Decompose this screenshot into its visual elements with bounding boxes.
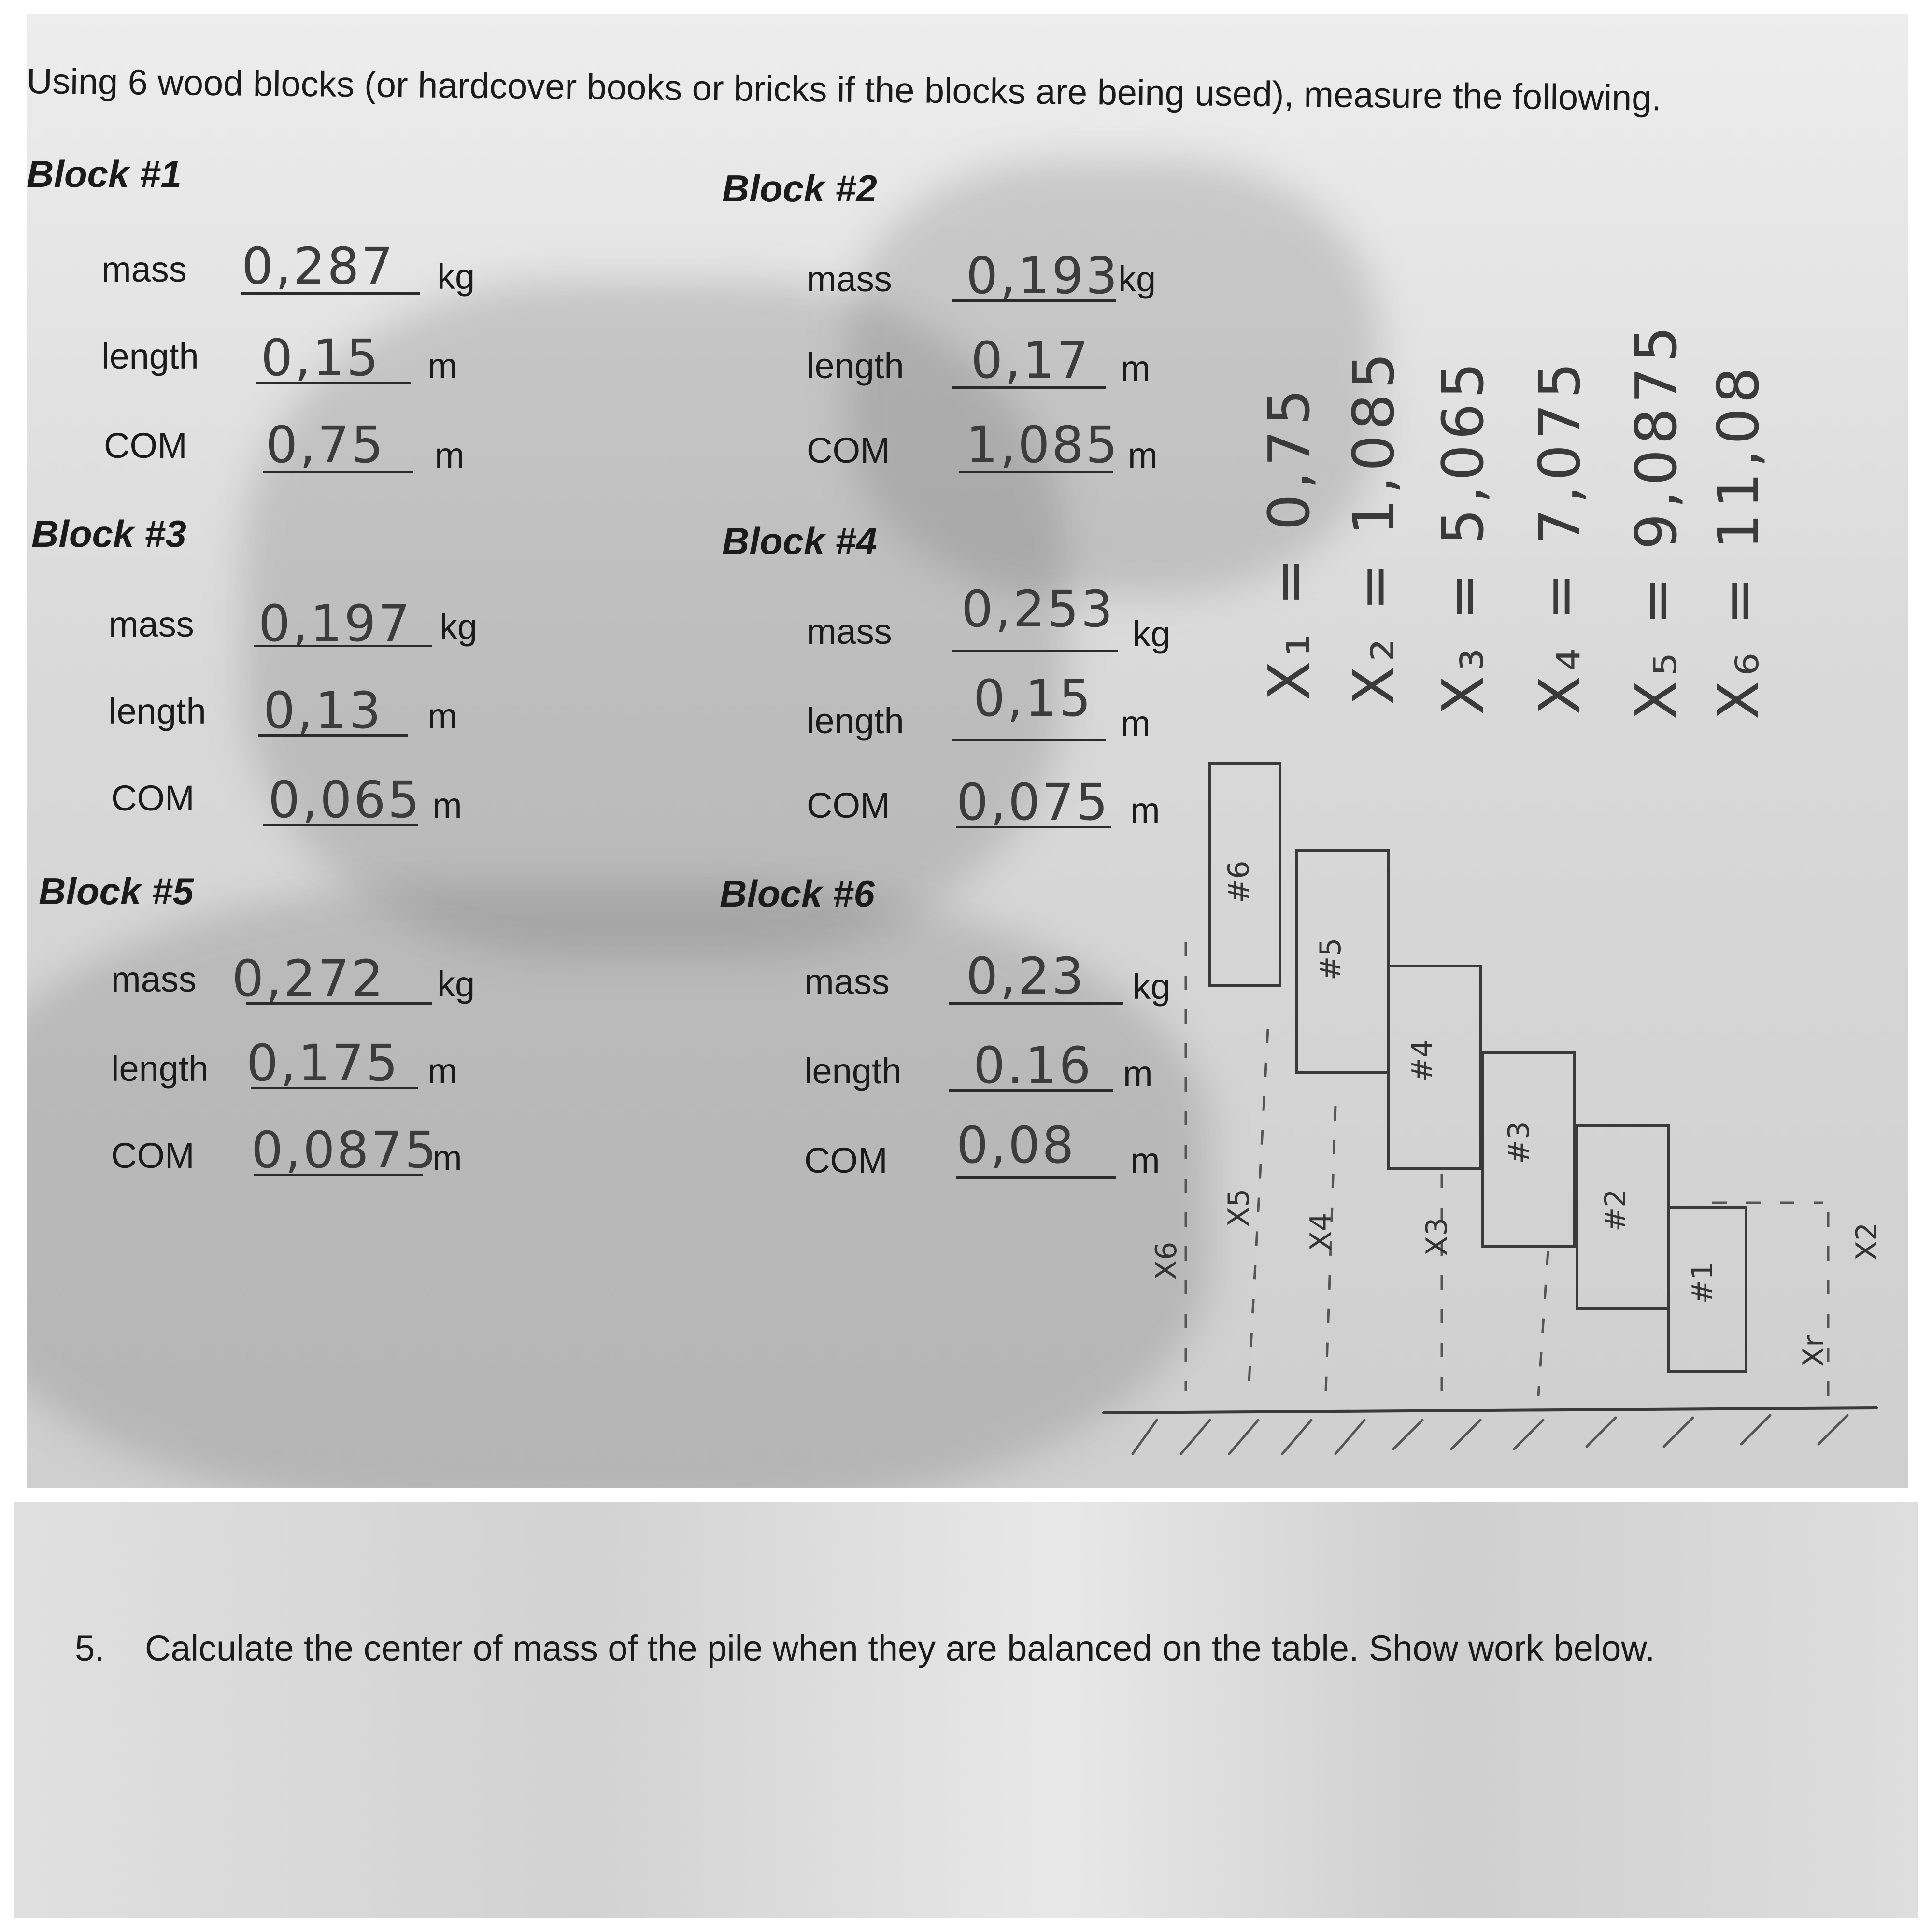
com-value: 0,75	[266, 415, 385, 474]
length-label: length	[111, 1049, 209, 1089]
com-label: COM	[807, 785, 890, 825]
instruction-text: Using 6 wood blocks (or hardcover books or bricks if the blocks are being used), measure the following.	[27, 61, 1662, 118]
kg-unit: kg	[437, 964, 475, 1004]
sketch-block-label: #4	[1406, 1039, 1439, 1082]
question-number: 5.	[75, 1628, 105, 1668]
com-value: 0,065	[268, 770, 422, 829]
kg-unit: kg	[1118, 259, 1156, 299]
m-unit: m	[1121, 703, 1151, 743]
block-stack-sketch	[1065, 739, 1886, 1488]
m-unit: m	[427, 1051, 457, 1091]
kg-unit: kg	[437, 256, 475, 297]
length-blank	[251, 1087, 418, 1089]
com-value: 1,085	[966, 415, 1120, 474]
mass-blank	[254, 645, 432, 647]
mass-label: mass	[804, 962, 890, 1002]
length-value: 0,175	[246, 1034, 400, 1093]
sketch-x-label: X2	[1850, 1222, 1884, 1261]
com-value: 0,075	[956, 773, 1110, 832]
m-unit: m	[1121, 348, 1151, 388]
length-label: length	[109, 691, 206, 731]
mass-blank	[952, 650, 1118, 652]
sketch-block-label: #3	[1502, 1121, 1536, 1164]
mass-label: mass	[101, 249, 187, 289]
m-unit: m	[432, 1138, 462, 1178]
com-blank	[263, 471, 413, 473]
block-title: Block #1	[27, 153, 182, 195]
block-title: Block #5	[39, 870, 194, 912]
com-blank	[263, 824, 418, 826]
length-blank	[952, 386, 1106, 389]
sketch-x-label: X6	[1150, 1241, 1183, 1280]
x-position-entry: X₁ = 0,75	[1256, 384, 1322, 700]
mass-value: 0,193	[966, 246, 1120, 305]
m-unit: m	[435, 435, 465, 475]
m-unit: m	[432, 785, 462, 825]
kg-unit: kg	[1133, 966, 1171, 1007]
x-position-entry: X₂ = 1,085	[1340, 348, 1407, 705]
length-value: 0,13	[263, 681, 383, 740]
m-unit: m	[1123, 1053, 1153, 1094]
mass-label: mass	[111, 959, 197, 999]
com-guide-lines	[1186, 942, 1828, 1406]
length-value: 0,15	[973, 669, 1093, 728]
m-unit: m	[427, 346, 457, 386]
table-surface	[1104, 1408, 1876, 1413]
m-unit: m	[1130, 790, 1160, 830]
mass-value: 0,272	[232, 949, 385, 1008]
sketch-block-label: #5	[1314, 938, 1348, 980]
worksheet-top	[27, 14, 1908, 1488]
mass-blank	[242, 292, 420, 295]
mass-value: 0,197	[258, 594, 412, 653]
m-unit: m	[427, 696, 457, 736]
sketch-block-label: #2	[1599, 1189, 1633, 1232]
mass-blank	[246, 1002, 432, 1005]
length-label: length	[101, 336, 199, 376]
block-title: Block #4	[722, 520, 877, 562]
length-value: 0.16	[973, 1036, 1093, 1095]
x-position-entry: X₅ = 9,0875	[1623, 321, 1690, 720]
sketch-block-label: #6	[1222, 860, 1256, 903]
mass-value: 0,23	[966, 947, 1086, 1006]
x-position-entry: X₃ = 5,065	[1430, 357, 1496, 715]
worksheet-bottom	[14, 1502, 1918, 1918]
sketch-x-label: X3	[1420, 1217, 1454, 1256]
sketch-x-label: X5	[1222, 1188, 1256, 1227]
question-text: Calculate the center of mass of the pile when they are balanced on the table. Show work below.	[145, 1628, 1655, 1668]
length-value: 0,17	[971, 331, 1091, 390]
com-blank	[254, 1174, 423, 1176]
mass-label: mass	[807, 611, 892, 652]
com-blank	[959, 471, 1113, 473]
sketch-x-label: X4	[1304, 1212, 1338, 1251]
m-unit: m	[1130, 1140, 1160, 1180]
block-title: Block #6	[720, 872, 875, 915]
length-blank	[256, 382, 411, 384]
length-label: length	[807, 701, 904, 741]
mass-value: 0,287	[242, 237, 395, 296]
length-blank	[258, 734, 408, 737]
kg-unit: kg	[440, 607, 478, 647]
block-title: Block #2	[722, 167, 877, 210]
com-label: COM	[804, 1140, 888, 1180]
mass-blank	[952, 299, 1116, 302]
mass-value: 0,253	[961, 580, 1115, 639]
x-position-entry: X₆ = 11,08	[1705, 362, 1772, 720]
kg-unit: kg	[1133, 614, 1171, 654]
block-title: Block #3	[31, 512, 186, 555]
com-label: COM	[111, 1136, 195, 1176]
x-position-entry: X₄ = 7,075	[1526, 357, 1593, 715]
com-value: 0,0875	[251, 1121, 439, 1179]
com-value: 0,08	[956, 1116, 1076, 1175]
com-label: COM	[111, 778, 195, 818]
sketch-x-label: Xr	[1797, 1335, 1831, 1367]
m-unit: m	[1128, 435, 1158, 475]
length-label: length	[807, 346, 904, 386]
length-label: length	[804, 1051, 902, 1091]
mass-label: mass	[807, 259, 892, 299]
table-hatching	[1133, 1415, 1847, 1454]
com-label: COM	[807, 430, 890, 470]
com-label: COM	[104, 426, 187, 466]
length-value: 0,15	[261, 328, 381, 387]
sketch-block-label: #1	[1686, 1261, 1719, 1304]
mass-label: mass	[109, 604, 194, 644]
